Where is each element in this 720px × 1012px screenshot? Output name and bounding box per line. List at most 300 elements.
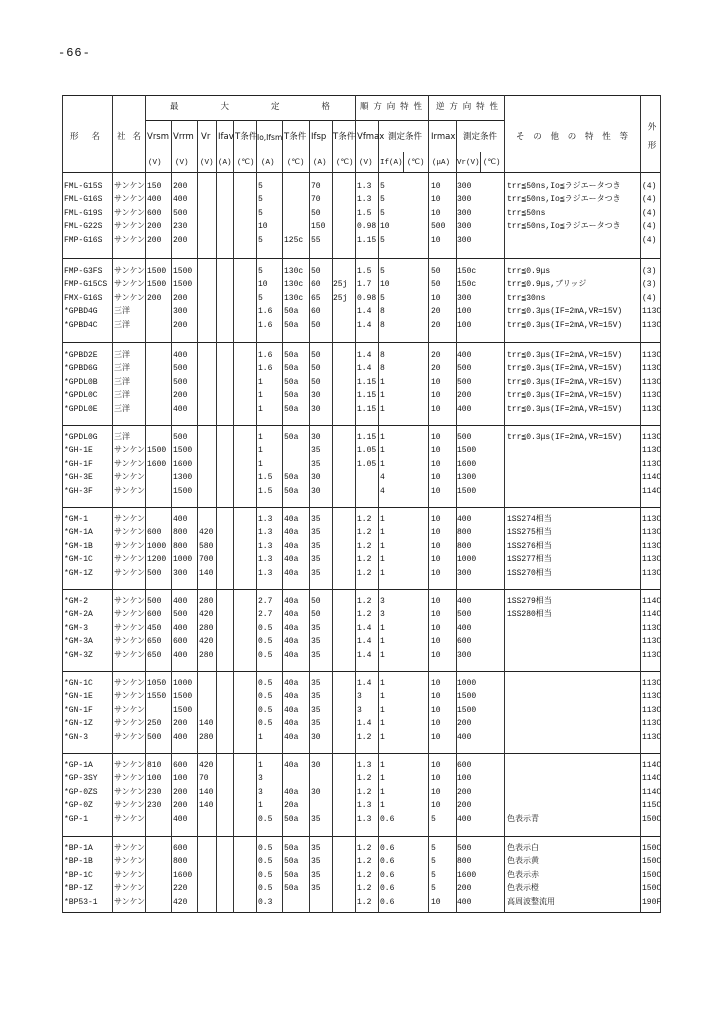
cell-ir-test-vr: 500	[457, 433, 472, 442]
table-row	[0, 691, 720, 704]
cell-maker: サンケン	[114, 459, 146, 469]
cell-maker: サンケン	[114, 208, 146, 218]
cell-io-ifsm: 0.5	[258, 870, 273, 880]
cell-vrrm: 200	[173, 801, 188, 811]
cell-ir-test-vr: 800	[457, 528, 472, 538]
cell-vfmax: 1.15	[357, 235, 377, 245]
header-forward-characteristics: 順方向特性	[360, 102, 422, 112]
cell-vrsm: 1200	[147, 555, 167, 565]
cell-maker: サンケン	[114, 650, 146, 660]
cell-other-characteristics: trr≦50ns	[507, 208, 546, 218]
cell-outline: 114C	[642, 761, 662, 770]
cell-ifsp: 35	[311, 679, 321, 688]
table-row	[0, 870, 720, 883]
cell-maker: 三洋	[114, 351, 130, 360]
cell-maker: サンケン	[114, 293, 146, 303]
cell-model-name: *BP-1B	[64, 857, 93, 867]
cell-ifsp: 35	[311, 884, 321, 894]
cell-vrsm: 650	[147, 637, 162, 647]
cell-outline: 150C	[642, 857, 662, 867]
cell-vfmax: 1.7	[357, 280, 372, 290]
header-vr: Vr	[201, 132, 211, 142]
unit-vrsm: (V)	[148, 159, 162, 167]
cell-t-condition-2: 40a	[284, 637, 299, 647]
cell-irmax: 10	[431, 433, 441, 442]
cell-outline: 114C	[642, 774, 662, 784]
cell-other-characteristics: trr≦0.3μs(IF=2mA,VR=15V)	[507, 404, 623, 414]
cell-vf-test-if: 1	[380, 801, 385, 811]
cell-vfmax: 3	[357, 705, 362, 715]
cell-ir-test-vr: 400	[457, 351, 472, 360]
cell-other-characteristics: trr≦0.3μs(IF=2mA,VR=15V)	[507, 391, 623, 401]
cell-ir-test-vr: 1600	[457, 459, 477, 469]
cell-vfmax: 1.4	[357, 364, 372, 374]
cell-outline: (4)	[642, 182, 657, 191]
cell-vr: 420	[199, 761, 214, 770]
cell-ir-test-vr: 500	[457, 610, 472, 620]
cell-outline: 150C	[642, 844, 662, 853]
cell-irmax: 10	[431, 623, 441, 633]
cell-model-name: *GP-0ZS	[64, 787, 98, 797]
unit-vf-test-if: If(A)	[380, 159, 403, 167]
cell-ir-test-vr: 1000	[457, 679, 477, 688]
cell-other-characteristics: trr≦0.3μs(IF=2mA,VR=15V)	[507, 351, 623, 360]
cell-other-characteristics: 1SS274相当	[507, 515, 552, 524]
cell-model-name: *GM-1	[64, 515, 89, 524]
cell-io-ifsm: 1.5	[258, 486, 273, 496]
cell-irmax: 10	[431, 801, 441, 811]
cell-model-name: *GM-1A	[64, 528, 93, 538]
cell-outline: 113C	[642, 446, 662, 456]
cell-t-condition-2: 40a	[284, 719, 299, 729]
cell-vrrm: 800	[173, 528, 188, 538]
cell-vfmax: 1.4	[357, 637, 372, 647]
cell-vrrm: 500	[173, 433, 188, 442]
cell-outline: 113C	[642, 650, 662, 660]
cell-ifsp: 70	[311, 195, 321, 205]
cell-vf-test-if: 1	[380, 404, 385, 414]
cell-ifsp: 35	[311, 568, 321, 578]
cell-outline: 190F	[642, 897, 662, 907]
cell-t-condition-2: 40a	[284, 787, 299, 797]
cell-ir-test-vr: 100	[457, 320, 472, 330]
cell-vrsm: 230	[147, 787, 162, 797]
cell-ir-test-vr: 100	[457, 307, 472, 317]
table-row	[0, 773, 720, 786]
table-rule	[62, 342, 660, 343]
cell-vrrm: 200	[173, 391, 188, 401]
cell-outline: 115C	[642, 801, 662, 811]
cell-outline: 113C	[642, 719, 662, 729]
cell-vfmax: 1.15	[357, 433, 377, 442]
cell-vfmax: 1.3	[357, 814, 372, 824]
cell-vfmax: 1.4	[357, 719, 372, 729]
cell-model-name: *GN-1F	[64, 705, 93, 715]
table-row	[0, 554, 720, 567]
cell-vrsm: 150	[147, 182, 162, 191]
cell-vf-test-if: 0.6	[380, 870, 395, 880]
cell-vfmax: 1.2	[357, 555, 372, 565]
cell-irmax: 10	[431, 610, 441, 620]
cell-vrrm: 400	[173, 732, 188, 742]
table-row	[0, 732, 720, 745]
cell-vfmax: 3	[357, 692, 362, 702]
cell-vf-test-if: 1	[380, 705, 385, 715]
cell-outline: 113C	[642, 555, 662, 565]
cell-ir-test-vr: 400	[457, 897, 472, 907]
cell-vf-test-if: 8	[380, 351, 385, 360]
cell-outline: 113C	[642, 528, 662, 538]
cell-vrrm: 1500	[173, 267, 193, 276]
cell-irmax: 10	[431, 555, 441, 565]
cell-maker: サンケン	[114, 267, 146, 276]
cell-vf-test-if: 3	[380, 597, 385, 606]
cell-ifsp: 30	[311, 761, 321, 770]
cell-ir-test-vr: 1500	[457, 705, 477, 715]
cell-vfmax: 1.5	[357, 267, 372, 276]
cell-vrrm: 200	[173, 293, 188, 303]
cell-io-ifsm: 10	[258, 280, 268, 290]
cell-io-ifsm: 1.3	[258, 528, 273, 538]
cell-maker: サンケン	[114, 222, 146, 232]
cell-vf-test-if: 4	[380, 473, 385, 483]
cell-ir-test-vr: 800	[457, 857, 472, 867]
cell-other-characteristics: trr≦0.3μs(IF=2mA,VR=15V)	[507, 307, 623, 317]
cell-io-ifsm: 5	[258, 267, 263, 276]
table-rule	[145, 120, 504, 121]
cell-vf-test-if: 1	[380, 650, 385, 660]
cell-vf-test-if: 1	[380, 637, 385, 647]
cell-ifsp: 35	[311, 528, 321, 538]
table-row	[0, 883, 720, 896]
table-row	[0, 235, 720, 248]
cell-outline: 113C	[642, 404, 662, 414]
cell-other-characteristics: 色表示橙	[507, 884, 539, 894]
cell-vfmax: 1.2	[357, 857, 372, 867]
cell-vr: 420	[199, 610, 214, 620]
table-row	[0, 306, 720, 319]
cell-io-ifsm: 5	[258, 195, 263, 205]
cell-model-name: FML-G19S	[64, 208, 103, 218]
cell-maker: サンケン	[114, 897, 146, 907]
cell-ifsp: 55	[311, 235, 321, 245]
cell-vrrm: 200	[173, 235, 188, 245]
cell-model-name: *GP-1A	[64, 761, 93, 770]
cell-irmax: 50	[431, 267, 441, 276]
cell-io-ifsm: 1	[258, 391, 263, 401]
cell-vf-test-if: 1	[380, 377, 385, 387]
cell-maker: サンケン	[114, 870, 146, 880]
cell-io-ifsm: 1	[258, 732, 263, 742]
cell-irmax: 10	[431, 705, 441, 715]
cell-ir-test-vr: 400	[457, 732, 472, 742]
cell-model-name: *GP-3SY	[64, 774, 98, 784]
cell-vrsm: 400	[147, 195, 162, 205]
cell-other-characteristics: 1SS276相当	[507, 541, 552, 551]
unit-vf-test-t: (℃)	[407, 159, 425, 167]
header-other-characteristics: その他の特性等	[516, 132, 628, 142]
table-row	[0, 897, 720, 910]
cell-t-condition-2: 50a	[284, 307, 299, 317]
cell-t-condition-2: 50a	[284, 351, 299, 360]
cell-vr: 70	[199, 774, 209, 784]
cell-outline: 150C	[642, 814, 662, 824]
header-vrrm: Vrrm	[173, 132, 194, 142]
cell-io-ifsm: 2.7	[258, 597, 273, 606]
cell-io-ifsm: 0.5	[258, 679, 273, 688]
cell-t-condition-2: 40a	[284, 528, 299, 538]
cell-vfmax: 1.05	[357, 459, 377, 469]
cell-other-characteristics: trr≦0.3μs(IF=2mA,VR=15V)	[507, 377, 623, 387]
cell-vrsm: 1000	[147, 541, 167, 551]
table-row	[0, 814, 720, 827]
cell-t-condition-3: 25j	[333, 293, 348, 303]
cell-ifsp: 35	[311, 446, 321, 456]
cell-irmax: 5	[431, 857, 436, 867]
cell-ir-test-vr: 1300	[457, 473, 477, 483]
cell-outline: 114C	[642, 597, 662, 606]
cell-ifsp: 50	[311, 267, 321, 276]
cell-ir-test-vr: 200	[457, 391, 472, 401]
table-row	[0, 266, 720, 279]
table-row	[0, 221, 720, 234]
cell-outline: 114C	[642, 473, 662, 483]
cell-ifsp: 35	[311, 705, 321, 715]
cell-model-name: *GM-3Z	[64, 650, 93, 660]
cell-vrrm: 200	[173, 320, 188, 330]
cell-vr: 420	[199, 528, 214, 538]
cell-io-ifsm: 1	[258, 801, 263, 811]
cell-io-ifsm: 0.5	[258, 719, 273, 729]
cell-irmax: 10	[431, 486, 441, 496]
cell-vf-test-if: 1	[380, 761, 385, 770]
cell-ir-test-vr: 400	[457, 597, 472, 606]
table-row	[0, 596, 720, 609]
cell-vrrm: 1600	[173, 870, 193, 880]
cell-model-name: *BP-1C	[64, 870, 93, 880]
cell-ir-test-vr: 150c	[457, 267, 477, 276]
cell-vrrm: 600	[173, 844, 188, 853]
cell-irmax: 10	[431, 528, 441, 538]
cell-maker: サンケン	[114, 473, 146, 483]
cell-io-ifsm: 0.5	[258, 650, 273, 660]
cell-vr: 420	[199, 637, 214, 647]
header-vf-test-condition: 測定条件	[388, 132, 423, 142]
cell-other-characteristics: trr≦50ns,Io≦ラジエータつき	[507, 182, 621, 191]
cell-irmax: 20	[431, 307, 441, 317]
cell-vf-test-if: 3	[380, 610, 385, 620]
header-reverse-characteristics: 逆方向特性	[436, 102, 498, 112]
cell-outline: 114C	[642, 486, 662, 496]
cell-vr: 140	[199, 719, 214, 729]
cell-other-characteristics: trr≦0.3μs(IF=2mA,VR=15V)	[507, 364, 623, 374]
cell-other-characteristics: trr≦0.3μs(IF=2mA,VR=15V)	[507, 433, 623, 442]
cell-io-ifsm: 1.6	[258, 320, 273, 330]
cell-vrsm: 810	[147, 761, 162, 770]
table-row	[0, 650, 720, 663]
cell-ifsp: 35	[311, 870, 321, 880]
cell-model-name: *BP-1A	[64, 844, 93, 853]
cell-io-ifsm: 3	[258, 774, 263, 784]
cell-maker: サンケン	[114, 182, 146, 191]
cell-irmax: 10	[431, 679, 441, 688]
cell-vrrm: 400	[173, 650, 188, 660]
table-rule	[62, 507, 660, 508]
cell-vf-test-if: 1	[380, 623, 385, 633]
cell-t-condition-2: 125c	[284, 235, 304, 245]
header-t-condition-2: T条件	[284, 132, 307, 142]
cell-maker: サンケン	[114, 528, 146, 538]
table-row	[0, 843, 720, 856]
cell-t-condition-2: 40a	[284, 650, 299, 660]
table-row	[0, 623, 720, 636]
cell-io-ifsm: 1.6	[258, 307, 273, 317]
table-row	[0, 377, 720, 390]
cell-ifsp: 30	[311, 486, 321, 496]
cell-t-condition-2: 40a	[284, 692, 299, 702]
cell-other-characteristics: 1SS270相当	[507, 568, 552, 578]
cell-maker: サンケン	[114, 692, 146, 702]
cell-vr: 280	[199, 732, 214, 742]
header-vfmax: Vfmax	[357, 132, 385, 142]
cell-t-condition-2: 50a	[284, 884, 299, 894]
cell-outline: (3)	[642, 267, 657, 276]
cell-t-condition-2: 40a	[284, 515, 299, 524]
table-rule	[62, 172, 660, 173]
cell-ir-test-vr: 500	[457, 844, 472, 853]
cell-vrsm: 1550	[147, 692, 167, 702]
cell-vr: 280	[199, 650, 214, 660]
cell-model-name: *GN-1E	[64, 692, 93, 702]
cell-outline: 150C	[642, 870, 662, 880]
cell-irmax: 10	[431, 597, 441, 606]
cell-vfmax: 1.2	[357, 597, 372, 606]
cell-ifsp: 35	[311, 844, 321, 853]
cell-irmax: 10	[431, 391, 441, 401]
cell-vr: 280	[199, 597, 214, 606]
cell-vrsm: 200	[147, 222, 162, 232]
cell-vrsm: 600	[147, 208, 162, 218]
header-model-name: 形名	[70, 132, 100, 142]
cell-ifsp: 35	[311, 623, 321, 633]
cell-outline: 113C	[642, 732, 662, 742]
cell-irmax: 10	[431, 541, 441, 551]
cell-vrrm: 220	[173, 884, 188, 894]
cell-irmax: 10	[431, 473, 441, 483]
cell-vf-test-if: 1	[380, 528, 385, 538]
cell-maker: 三洋	[114, 364, 130, 374]
cell-io-ifsm: 0.5	[258, 705, 273, 715]
cell-other-characteristics: trr≦0.9μs	[507, 267, 551, 276]
cell-vf-test-if: 10	[380, 280, 390, 290]
cell-io-ifsm: 1.3	[258, 555, 273, 565]
cell-vrrm: 400	[173, 597, 188, 606]
header-outline: 外形	[646, 122, 656, 159]
cell-vrrm: 400	[173, 195, 188, 205]
cell-vrrm: 400	[173, 814, 188, 824]
cell-vrsm: 600	[147, 528, 162, 538]
unit-ifav: (A)	[218, 159, 232, 167]
cell-t-condition-2: 40a	[284, 705, 299, 715]
cell-vf-test-if: 5	[380, 293, 385, 303]
cell-maker: サンケン	[114, 844, 146, 853]
cell-t-condition-2: 130c	[284, 293, 304, 303]
cell-maker: サンケン	[114, 623, 146, 633]
cell-ir-test-vr: 400	[457, 623, 472, 633]
cell-vfmax: 1.2	[357, 870, 372, 880]
cell-io-ifsm: 1.6	[258, 351, 273, 360]
cell-io-ifsm: 1.6	[258, 364, 273, 374]
cell-model-name: *GN-1C	[64, 679, 93, 688]
cell-vrrm: 1500	[173, 446, 193, 456]
cell-ifsp: 35	[311, 555, 321, 565]
cell-vrrm: 1000	[173, 679, 193, 688]
cell-model-name: *GPDL0C	[64, 391, 98, 401]
cell-maker: サンケン	[114, 597, 146, 606]
cell-model-name: *GM-1Z	[64, 568, 93, 578]
cell-vrsm: 200	[147, 293, 162, 303]
cell-t-condition-2: 50a	[284, 473, 299, 483]
table-row	[0, 609, 720, 622]
table-row	[0, 404, 720, 417]
cell-t-condition-2: 40a	[284, 679, 299, 688]
table-rule	[62, 912, 660, 913]
cell-irmax: 50	[431, 280, 441, 290]
cell-ifsp: 50	[311, 377, 321, 387]
cell-vf-test-if: 1	[380, 719, 385, 729]
cell-ir-test-vr: 300	[457, 293, 472, 303]
cell-t-condition-2: 50a	[284, 377, 299, 387]
cell-vfmax: 1.4	[357, 679, 372, 688]
table-row	[0, 194, 720, 207]
cell-ifsp: 35	[311, 692, 321, 702]
cell-other-characteristics: 色表示黄	[507, 857, 539, 867]
cell-ifsp: 150	[311, 222, 326, 232]
table-row	[0, 390, 720, 403]
cell-t-condition-2: 40a	[284, 761, 299, 770]
cell-model-name: FMP-G15CS	[64, 280, 108, 290]
cell-vfmax: 0.98	[357, 222, 377, 232]
cell-ifsp: 35	[311, 719, 321, 729]
cell-ifsp: 30	[311, 404, 321, 414]
cell-vf-test-if: 1	[380, 732, 385, 742]
cell-maker: サンケン	[114, 787, 146, 797]
cell-irmax: 10	[431, 650, 441, 660]
cell-irmax: 5	[431, 870, 436, 880]
cell-vr: 140	[199, 787, 214, 797]
cell-irmax: 10	[431, 195, 441, 205]
cell-io-ifsm: 0.5	[258, 637, 273, 647]
cell-model-name: *GM-2A	[64, 610, 93, 620]
cell-irmax: 10	[431, 235, 441, 245]
table-row	[0, 208, 720, 221]
cell-io-ifsm: 0.5	[258, 814, 273, 824]
cell-ifsp: 35	[311, 857, 321, 867]
table-rule	[403, 152, 404, 172]
cell-io-ifsm: 1.3	[258, 568, 273, 578]
cell-vfmax: 1.3	[357, 761, 372, 770]
cell-ifsp: 35	[311, 650, 321, 660]
table-row	[0, 293, 720, 306]
cell-vrrm: 1500	[173, 280, 193, 290]
cell-vrrm: 600	[173, 761, 188, 770]
cell-vf-test-if: 5	[380, 208, 385, 218]
cell-other-characteristics: trr≦0.9μs,ブリッジ	[507, 280, 587, 290]
unit-t-condition-1: (℃)	[237, 159, 255, 167]
cell-outline: 113C	[642, 705, 662, 715]
table-rule	[62, 753, 660, 754]
cell-ir-test-vr: 400	[457, 515, 472, 524]
